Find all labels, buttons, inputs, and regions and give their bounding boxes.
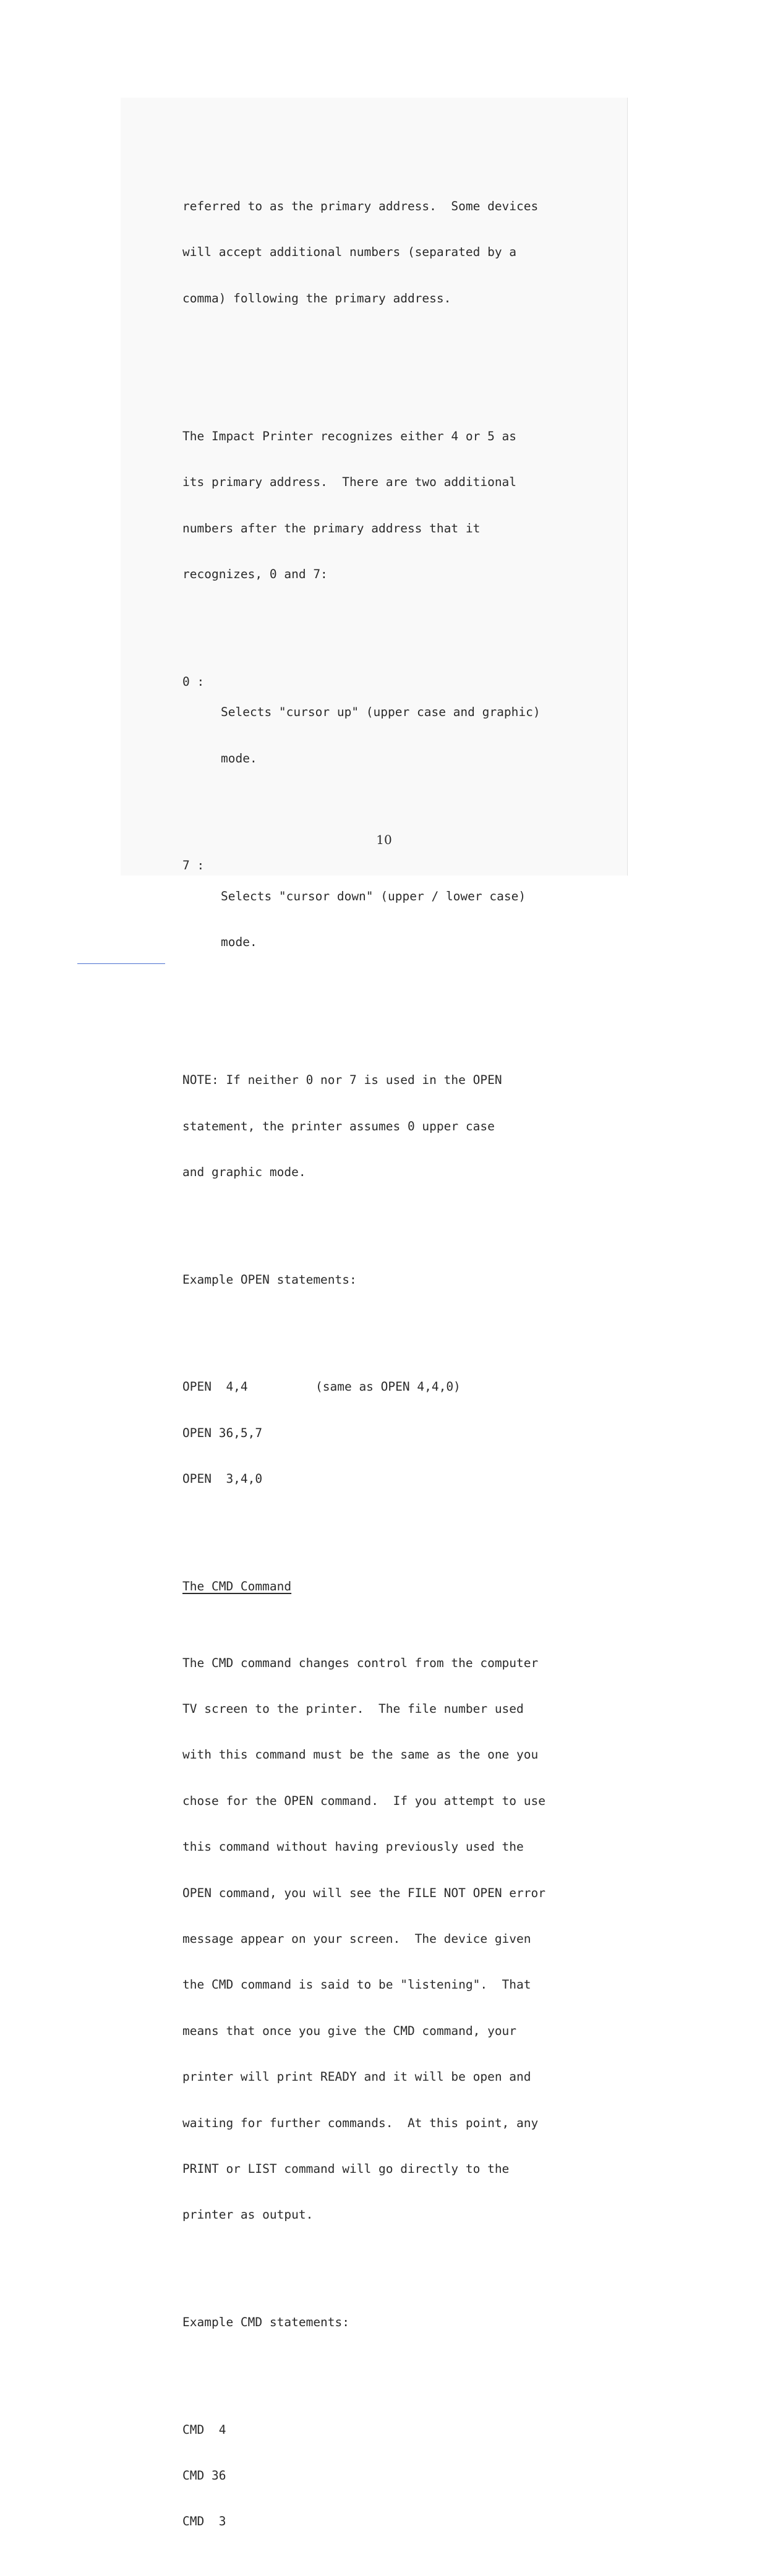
example-statement: OPEN 36,5,7	[182, 1425, 263, 1440]
mode-item-7	[182, 858, 578, 981]
text-line: numbers after the primary address that it	[182, 521, 481, 535]
text-line: PRINT or LIST command will go directly to the	[182, 2161, 510, 2176]
page-number: 10	[376, 832, 392, 847]
text-line: chose for the OPEN command. If you attempt to use	[182, 1793, 545, 1808]
text-line: Selects "cursor down" (upper / lower case)	[221, 889, 526, 903]
text-line: comma) following the primary address.	[182, 291, 451, 305]
cmd-command-heading: The CMD Command	[182, 1579, 292, 1593]
cmd-examples-label: Example CMD statements:	[182, 2314, 350, 2329]
text-line: will accept additional numbers (separated by a	[182, 245, 517, 260]
note-paragraph	[182, 1043, 578, 1211]
text-line: TV screen to the printer. The file number used	[182, 1702, 524, 1717]
example-statement: CMD 4	[182, 2422, 226, 2437]
example-comment: (same as OPEN 4,4,0)	[315, 1380, 461, 1394]
mode-description	[221, 675, 541, 797]
example-statement: CMD 36	[182, 2468, 226, 2483]
text-line: NOTE: If neither 0 nor 7 is used in the OPEN	[182, 1073, 502, 1088]
mode-item-0	[182, 675, 578, 797]
page-content	[182, 122, 578, 2576]
footer-rule	[77, 963, 165, 964]
mode-key: 7 :	[182, 858, 205, 873]
example-statement: CMD 3	[182, 2514, 226, 2529]
text-line: waiting for further commands. At this point, any	[182, 2115, 539, 2130]
text-line: the CMD command is said to be "listening". That	[182, 1977, 531, 1992]
text-line: this command without having previously used the	[182, 1840, 524, 1854]
printer-address-paragraph	[182, 398, 578, 613]
open-examples-label: Example OPEN statements:	[182, 1272, 357, 1287]
text-line: its primary address. There are two additional	[182, 475, 517, 490]
text-line: mode.	[221, 751, 257, 766]
cmd-command-paragraph	[182, 1625, 578, 2254]
mode-description	[221, 858, 526, 981]
text-line: printer will print READY and it will be open and	[182, 2070, 531, 2084]
open-examples-list	[182, 1349, 578, 1518]
cmd-examples-list	[182, 2392, 578, 2561]
text-line: The Impact Printer recognizes either 4 or 5 as	[182, 429, 517, 443]
mode-key: 0 :	[182, 674, 205, 689]
text-line: printer as output.	[182, 2207, 314, 2222]
example-statement: OPEN 4,4	[182, 1380, 248, 1394]
text-line: statement, the printer assumes 0 upper case	[182, 1119, 495, 1133]
example-statement: OPEN 3,4,0	[182, 1472, 263, 1486]
text-line: Selects "cursor up" (upper case and graphic)	[221, 705, 541, 720]
example-row	[182, 1380, 578, 1395]
intro-paragraph	[182, 168, 578, 337]
text-line: recognizes, 0 and 7:	[182, 567, 328, 582]
example-row	[182, 1472, 578, 1487]
text-line: The CMD command changes control from the computer	[182, 1655, 539, 1670]
text-line: referred to as the primary address. Some devices	[182, 198, 539, 213]
text-line: with this command must be the same as the one you	[182, 1747, 539, 1762]
text-line: means that once you give the CMD command, your	[182, 2023, 517, 2038]
example-row	[182, 1426, 578, 1441]
text-line: and graphic mode.	[182, 1165, 306, 1180]
text-line: message appear on your screen. The device given	[182, 1932, 531, 1947]
text-line: OPEN command, you will see the FILE NOT OPEN error	[182, 1885, 545, 1900]
text-line: mode.	[221, 935, 257, 950]
page-edge	[627, 98, 628, 876]
